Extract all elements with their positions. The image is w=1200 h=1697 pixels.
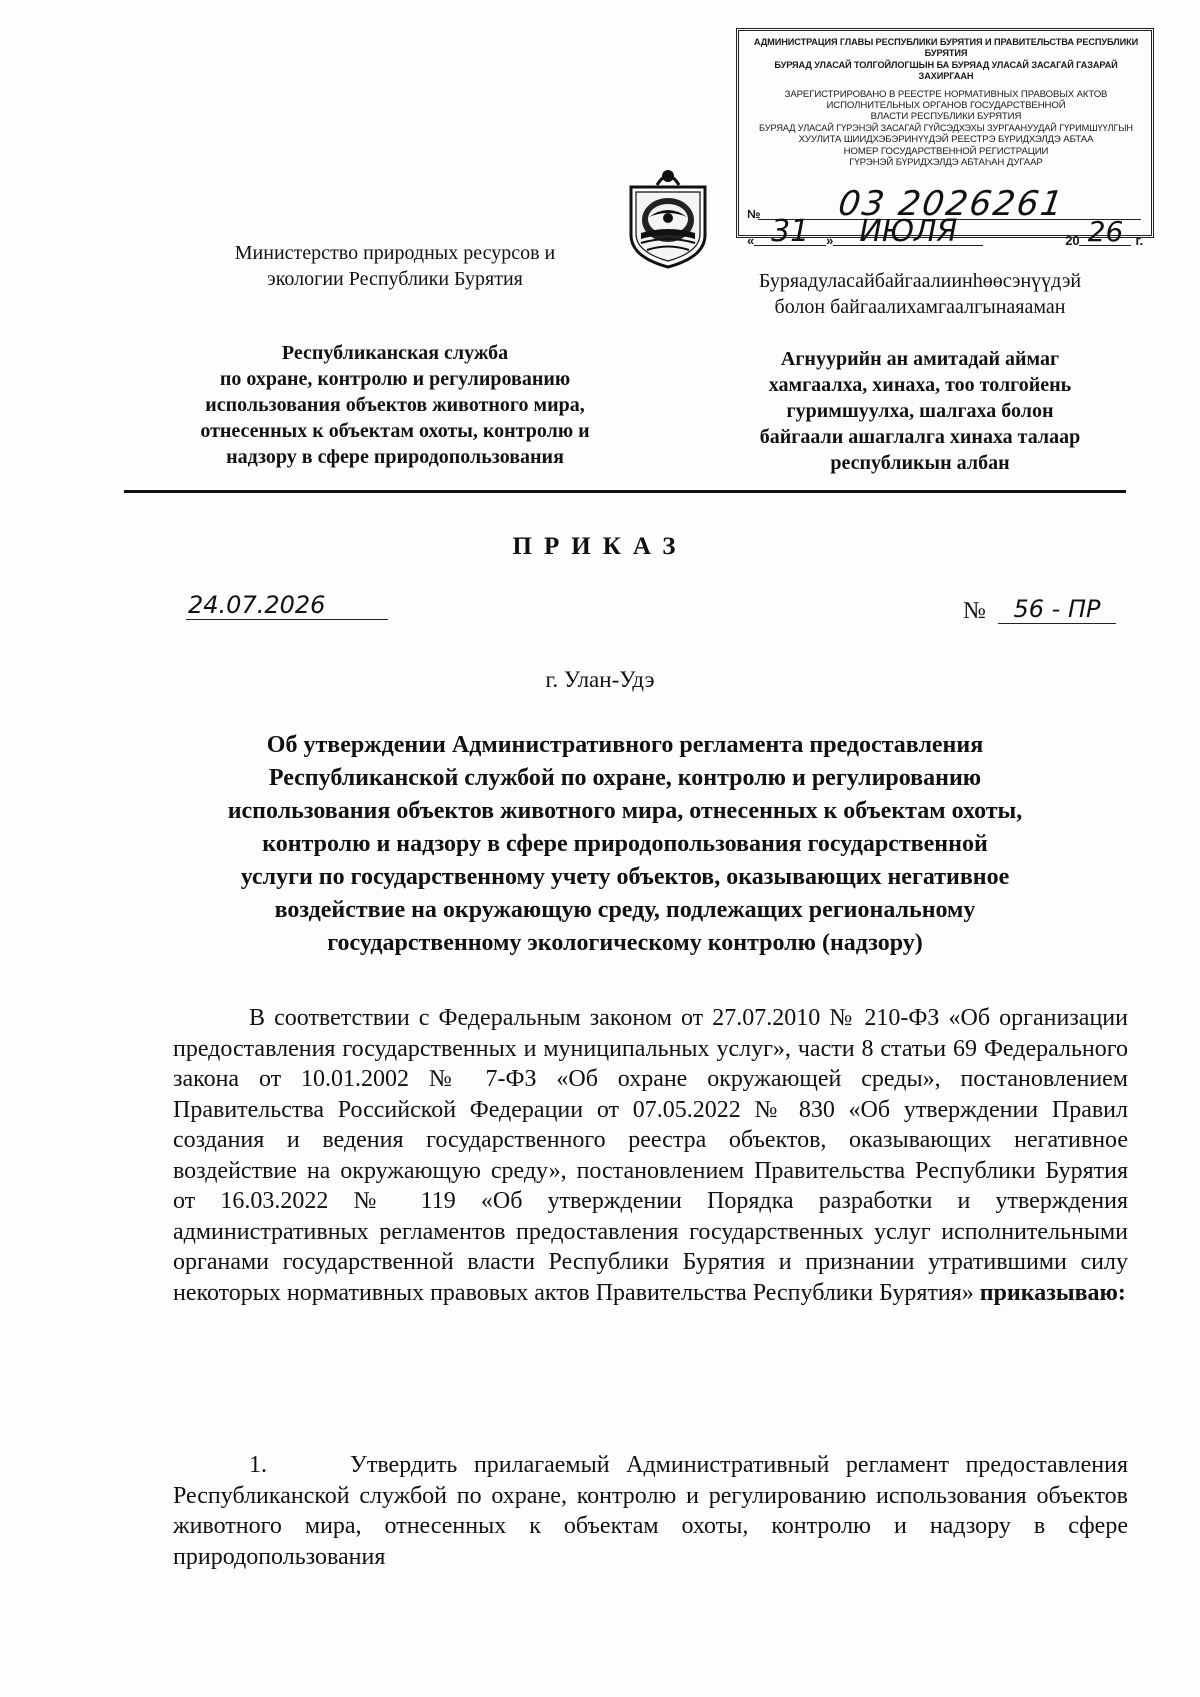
item-1-paragraph [173, 1450, 1128, 1572]
directive-text: приказываю: [979, 1279, 1126, 1306]
stamp-year-end: г. [1135, 232, 1143, 248]
stamp-number-label: № [747, 206, 761, 221]
stamp-line: ИСПОЛНИТЕЛЬНЫХ ОРГАНОВ ГОСУДАРСТВЕННОЙ [826, 100, 1066, 112]
order-city: г. Улан-Удэ [545, 667, 655, 692]
stamp-line: АДМИНИСТРАЦИЯ ГЛАВЫ РЕСПУБЛИКИ БУРЯТИЯ И ПРАВИТЕЛЬСТВА РЕСПУБЛИКИ БУРЯТИЯ [753, 37, 1139, 59]
service-name-russian: Республиканская служба по охране, контролю и регулированию использования объектов животного мира, отнесенных к объектам охоты, контролю и надзору в сфере природопользования [200, 342, 590, 468]
order-number-label: № [963, 598, 986, 624]
stamp-line: ГҮРЭНЭЙ БҮРИДХЭЛДЭ АБТАҺАН ДУГААР [849, 157, 1043, 169]
order-number: 56 - ПР [998, 595, 1116, 624]
stamp-year-prefix: 20 [1065, 232, 1080, 248]
item-1-number: 1. [249, 1452, 267, 1478]
preamble-paragraph [173, 1003, 1128, 1308]
header-divider [124, 490, 1126, 493]
ministry-name-buryat: Буряадуласайбайгаалиинһөөсэнүүдэй болон байгаалихамгаалгынаяаман [758, 270, 1082, 318]
stamp-registration-number: 03 2026261 [758, 189, 1145, 220]
stamp-line: ЗАРЕГИСТРИРОВАНО В РЕЕСТРЕ НОРМАТИВНЫХ ПРАВОВЫХ АКТОВ [784, 88, 1108, 100]
stamp-date-month: ИЮЛЯ [833, 219, 983, 246]
stamp-line: ХУУЛИТА ШИИДХЭБЭРИНҮҮДЭЙ РЕЕСТРЭ БҮРИДХЭЛДЭ АБТАА [798, 134, 1094, 146]
stamp-year-suffix: 26 [1079, 219, 1131, 246]
order-title: ПРИКАЗ [512, 533, 688, 560]
stamp-line: БУРЯАД УЛАСАЙ ГҮРЭНЭЙ ЗАСАГАЙ ГҮЙСЭДХЭХЫ ЗУРГААНУУДАЙ ГҮРИМШҮҮЛГЫН [759, 122, 1133, 133]
stamp-line: БУРЯАД УЛАСАЙ ТОЛГОЙЛОГШЫН БА БУРЯАД УЛАСАЙ ЗАСАГАЙ ГАЗАРАЙ ЗАХИРГААН [774, 59, 1118, 82]
ministry-name-russian: Министерство природных ресурсов и экологии Республики Бурятия [234, 242, 556, 290]
stamp-line: НОМЕР ГОСУДАРСТВЕННОЙ РЕГИСТРАЦИИ [843, 145, 1049, 157]
preamble-text: В соответствии с Федеральным законом от 27.07.2010 № 210-ФЗ «Об организации предоставления государственных и муниципальных услуг», части 8 статьи 69 Федерального закона от 10.01.2002 № 7-ФЗ «Об охране окружающей среды», постановлением Правительства Российской Федерации от 07.05.2022 № 830 «Об утверждении Правил создания и ведения государственного реестра объектов, оказывающих негативное воздействие на окружающую среду», постановлением Правительства Республики Бурятия от 16.03.2022 № 119 «Об утверждении Порядка разработки и утверждения административных регламентов предоставления государственных услуг исполнительными органами государственной власти Республики Бурятия и признании утратившими силу некоторых нормативных правовых актов Правительства Республики Бурятия» [173, 1005, 1128, 1306]
service-name-buryat: Агнуурийн ан амитадай аймаг хамгаалха, хинаха, тоо толгойень гуримшуулха, шалгаха болон байгаали ашаглалга хинаха талаар республикын албан [759, 348, 1081, 474]
stamp-line: ВЛАСТИ РЕСПУБЛИКИ БУРЯТИЯ [870, 111, 1022, 123]
item-1-text: Утвердить прилагаемый Административный регламент предоставления Республиканской службой по охране, контролю и регулированию использования объектов животного мира, отнесенных к объектам охоты, контролю и надзору в сфере природопользования [173, 1452, 1129, 1570]
stamp-date-row: « 31 » ИЮЛЯ 20 26 г. [747, 214, 1143, 249]
stamp-date-day: 31 [754, 219, 826, 246]
registration-stamp [736, 28, 1154, 249]
order-subject: Об утверждении Административного регламента предоставления Республиканской службой по охране, контролю и регулированию использования объектов животного мира, отнесенных к объектам охоты, контролю и надзору в сфере природопользования государственной услуги по государственному учету объектов, оказывающих негативное воздействие на окружающую среду, подлежащих региональному государственному экологическому контролю (надзору) [227, 732, 1023, 956]
order-date: 24.07.2026 [186, 591, 388, 620]
